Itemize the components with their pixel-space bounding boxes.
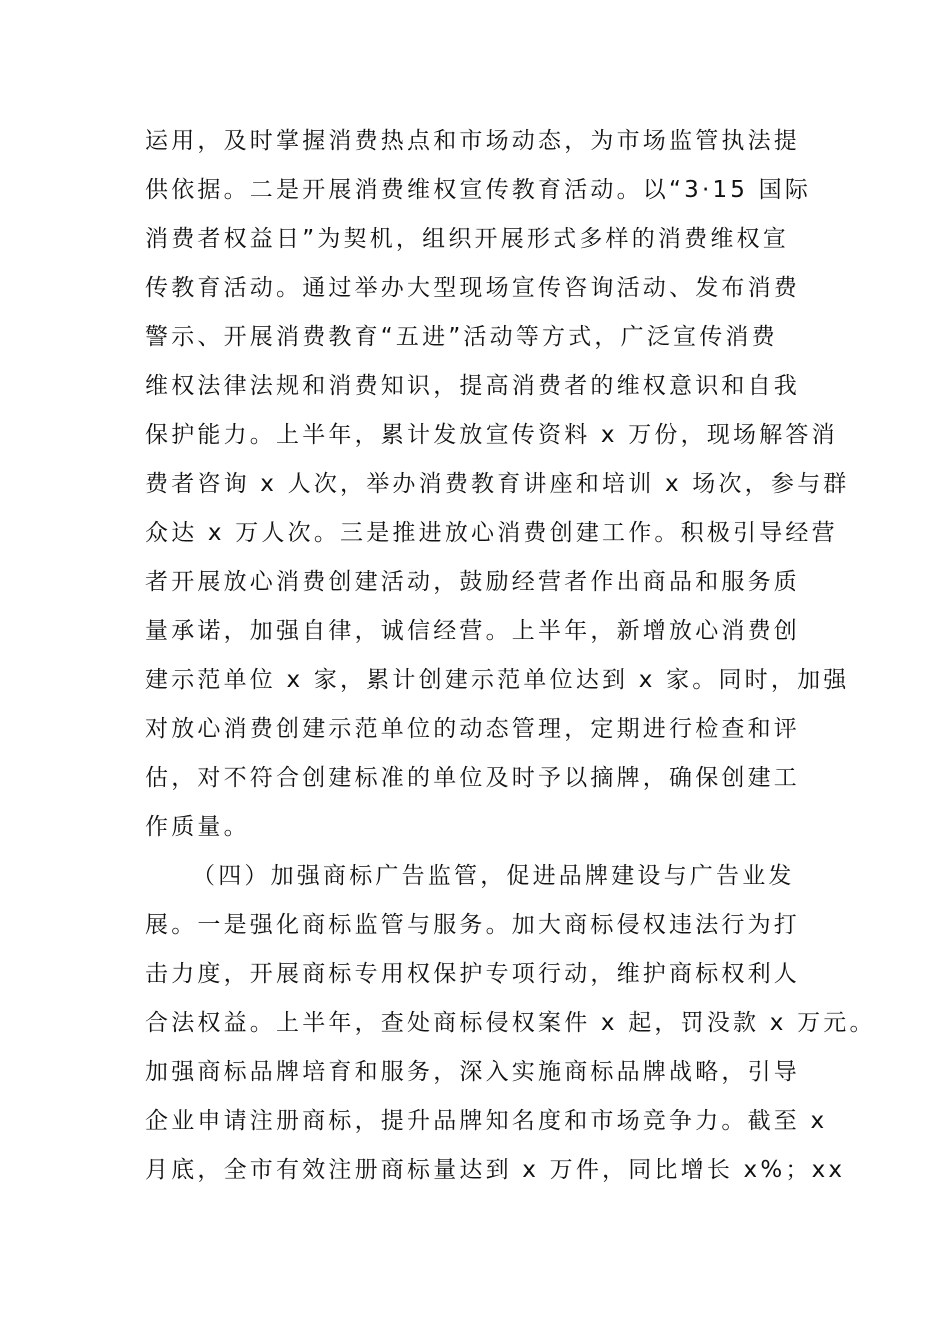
text-line: 者开展放心消费创建活动，鼓励经营者作出商品和服务质: [145, 569, 800, 595]
text-line: 供依据。二是开展消费维权宣传教育活动。以“3·15 国际: [145, 177, 812, 203]
text-line: 月底，全市有效注册商标量达到 x 万件，同比增长 x%；xx: [145, 1157, 846, 1183]
text-line: 展。一是强化商标监管与服务。加大商标侵权违法行为打: [145, 912, 800, 938]
text-line: 消费者权益日”为契机，组织开展形式多样的消费维权宣: [145, 226, 789, 252]
text-line: 加强商标品牌培育和服务，深入实施商标品牌战略，引导: [145, 1059, 800, 1085]
text-line: 保护能力。上半年，累计发放宣传资料 x 万份，现场解答消: [145, 422, 838, 448]
text-line: 费者咨询 x 人次，举办消费教育讲座和培训 x 场次，参与群: [145, 471, 850, 497]
text-line: 估，对不符合创建标准的单位及时予以摘牌，确保创建工: [145, 765, 800, 791]
text-line: 警示、开展消费教育“五进”活动等方式，广泛宣传消费: [145, 324, 778, 350]
text-line: 建示范单位 x 家，累计创建示范单位达到 x 家。同时，加强: [145, 667, 850, 693]
text-line: 运用，及时掌握消费热点和市场动态，为市场监管执法提: [145, 128, 800, 154]
text-line: 企业申请注册商标，提升品牌知名度和市场竞争力。截至 x: [145, 1108, 828, 1134]
text-line: 维权法律法规和消费知识，提高消费者的维权意识和自我: [145, 373, 800, 399]
text-line: 作质量。: [145, 814, 250, 840]
text-line: 量承诺，加强自律，诚信经营。上半年，新增放心消费创: [145, 618, 800, 644]
text-line: 众达 x 万人次。三是推进放心消费创建工作。积极引导经营: [145, 520, 838, 546]
text-line: 合法权益。上半年，查处商标侵权案件 x 起，罚没款 x 万元。: [145, 1010, 876, 1036]
document-page: [145, 117, 876, 1195]
section-heading-line: （四）加强商标广告监管，促进品牌建设与广告业发: [192, 863, 795, 889]
text-line: 传教育活动。通过举办大型现场宣传咨询活动、发布消费: [145, 275, 800, 301]
text-line: 对放心消费创建示范单位的动态管理，定期进行检查和评: [145, 716, 800, 742]
text-line: 击力度，开展商标专用权保护专项行动，维护商标权利人: [145, 961, 800, 987]
